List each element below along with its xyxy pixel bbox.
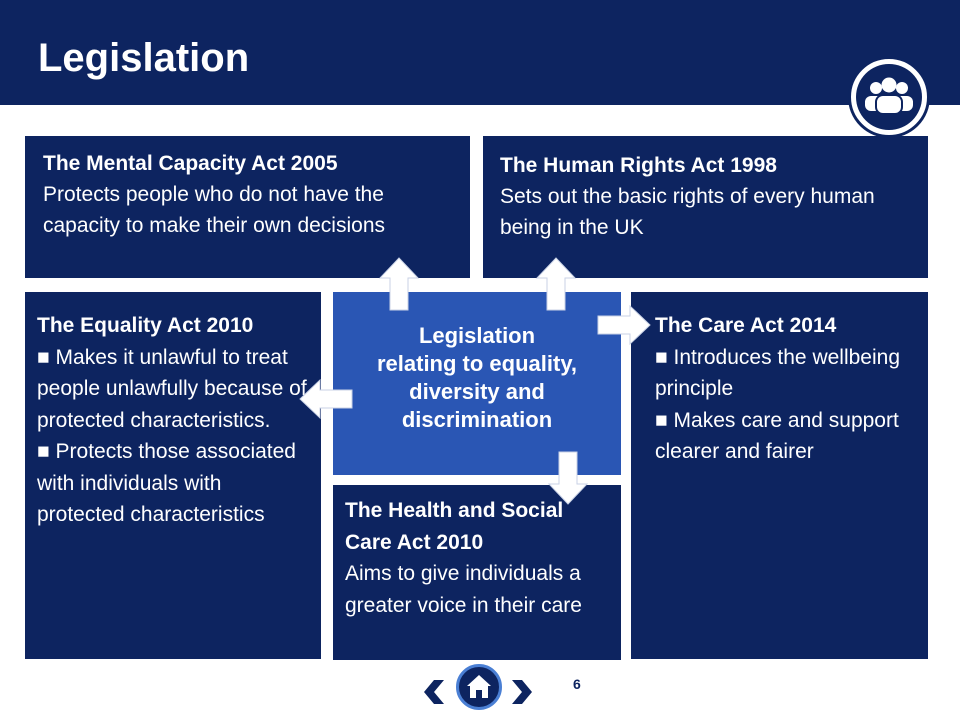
arrow-up-icon: [535, 256, 577, 312]
bullet-item: ■ Makes care and support clearer and fairer: [655, 408, 899, 463]
home-icon: [459, 667, 499, 707]
care-act-box: [631, 292, 928, 659]
page-title: Legislation: [38, 36, 250, 80]
box-title: The Mental Capacity Act 2005: [43, 152, 338, 175]
arrow-up-icon: [378, 256, 420, 312]
home-button[interactable]: [456, 664, 502, 710]
bullet-item: ■ Protects those associated with individuals with protected characteristics: [37, 440, 296, 526]
bullet-item: ■ Introduces the wellbeing principle: [655, 345, 900, 400]
box-body: Sets out the basic rights of every human being in the UK: [500, 185, 875, 239]
equality-act-box: [25, 292, 321, 659]
people-group-icon: [848, 56, 930, 138]
arrow-down-icon: [547, 450, 589, 506]
bullet-item: ■ Makes it unlawful to treat people unlawfully because of protected characteristics.: [37, 345, 307, 432]
box-title: The Equality Act 2010: [37, 314, 254, 337]
box-title: The Health and Social Care Act 2010: [345, 499, 564, 554]
page-number: 6: [573, 676, 581, 692]
health-social-care-act-box: [333, 485, 621, 660]
central-topic-line2: relating to equality, diversity and discrimination: [376, 351, 578, 432]
arrow-left-icon: [298, 378, 354, 420]
central-topic-line1: Legislation: [418, 323, 536, 348]
box-body: Protects people who do not have the capacity to make their own decisions: [43, 183, 385, 237]
box-title: The Human Rights Act 1998: [500, 154, 777, 177]
box-body: Aims to give individuals a greater voice in their care: [345, 562, 582, 617]
arrow-right-icon: [596, 304, 652, 346]
box-title: The Care Act 2014: [655, 314, 837, 337]
chevron-left-icon[interactable]: [420, 676, 448, 708]
central-topic-box: [333, 292, 621, 475]
chevron-right-icon[interactable]: [508, 676, 536, 708]
